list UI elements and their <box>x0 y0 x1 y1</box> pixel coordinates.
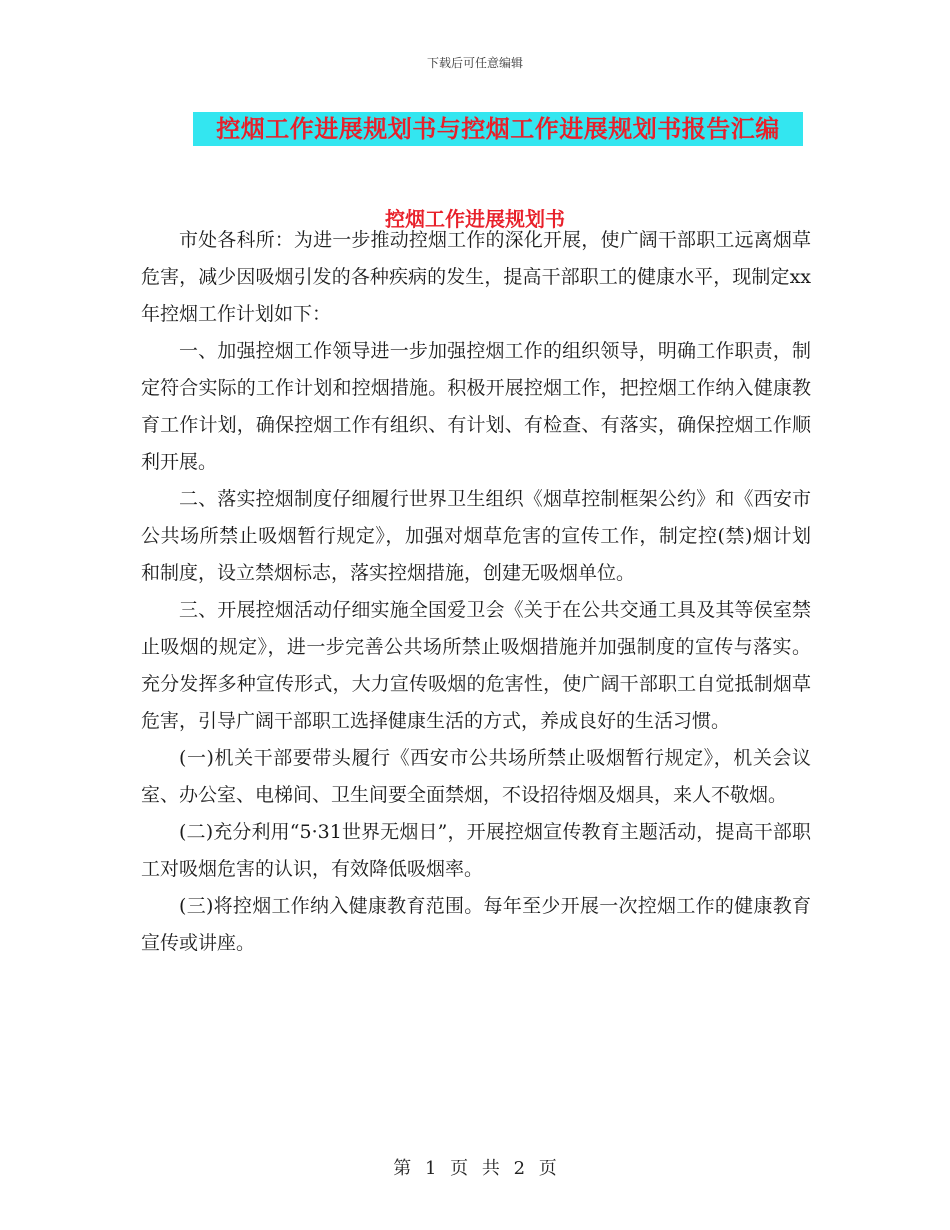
main-title: 控烟工作进展规划书与控烟工作进展规划书报告汇编 <box>193 112 803 146</box>
document-body <box>141 222 811 962</box>
page-footer <box>0 1154 950 1180</box>
section-title: 控烟工作进展规划书 <box>385 207 565 231</box>
footer-total-pages: 2 <box>513 1158 526 1179</box>
footer-prefix: 第 <box>393 1158 412 1179</box>
footer-current-page: 1 <box>424 1158 437 1179</box>
header-note: 下载后可任意编辑 <box>426 56 523 70</box>
paragraph-section-2: 二、落实控烟制度仔细履行世界卫生组织《烟草控制框架公约》和《西安市公共场所禁止吸烟暂行规定》，加强对烟草危害的宣传工作，制定控(禁)烟计划和制度，设立禁烟标志，落实控烟措施，创建无吸烟单位。 <box>141 488 811 584</box>
paragraph-intro: 市处各科所：为进一步推动控烟工作的深化开展，使广阔干部职工远离烟草危害，减少因吸烟引发的各种疾病的发生，提高干部职工的健康水平，现制定xx年控烟工作计划如下： <box>141 229 811 325</box>
footer-page-label: 页 <box>450 1158 469 1179</box>
paragraph-item-3: (三)将控烟工作纳入健康教育范围。每年至少开展一次控烟工作的健康教育宣传或讲座。 <box>141 895 811 954</box>
footer-suffix: 页 <box>538 1158 557 1179</box>
paragraph-section-3: 三、开展控烟活动仔细实施全国爱卫会《关于在公共交通工具及其等侯室禁止吸烟的规定》，进一步完善公共场所禁止吸烟措施并加强制度的宣传与落实。充分发挥多种宣传形式，大力宣传吸烟的危害性，使广阔干部职工自觉抵制烟草危害，引导广阔干部职工选择健康生活的方式，养成良好的生活习惯。 <box>141 599 811 732</box>
paragraph-item-1: (一)机关干部要带头履行《西安市公共场所禁止吸烟暂行规定》，机关会议室、办公室、电梯间、卫生间要全面禁烟，不设招待烟及烟具，来人不敬烟。 <box>141 747 811 806</box>
paragraph-section-1: 一、加强控烟工作领导进一步加强控烟工作的组织领导，明确工作职责，制定符合实际的工作计划和控烟措施。积极开展控烟工作，把控烟工作纳入健康教育工作计划，确保控烟工作有组织、有计划、有检查、有落实，确保控烟工作顺利开展。 <box>141 340 811 473</box>
footer-total-label: 共 <box>481 1158 500 1179</box>
paragraph-item-2: (二)充分利用“5·31世界无烟日”，开展控烟宣传教育主题活动，提高干部职工对吸烟危害的认识，有效降低吸烟率。 <box>141 821 811 880</box>
